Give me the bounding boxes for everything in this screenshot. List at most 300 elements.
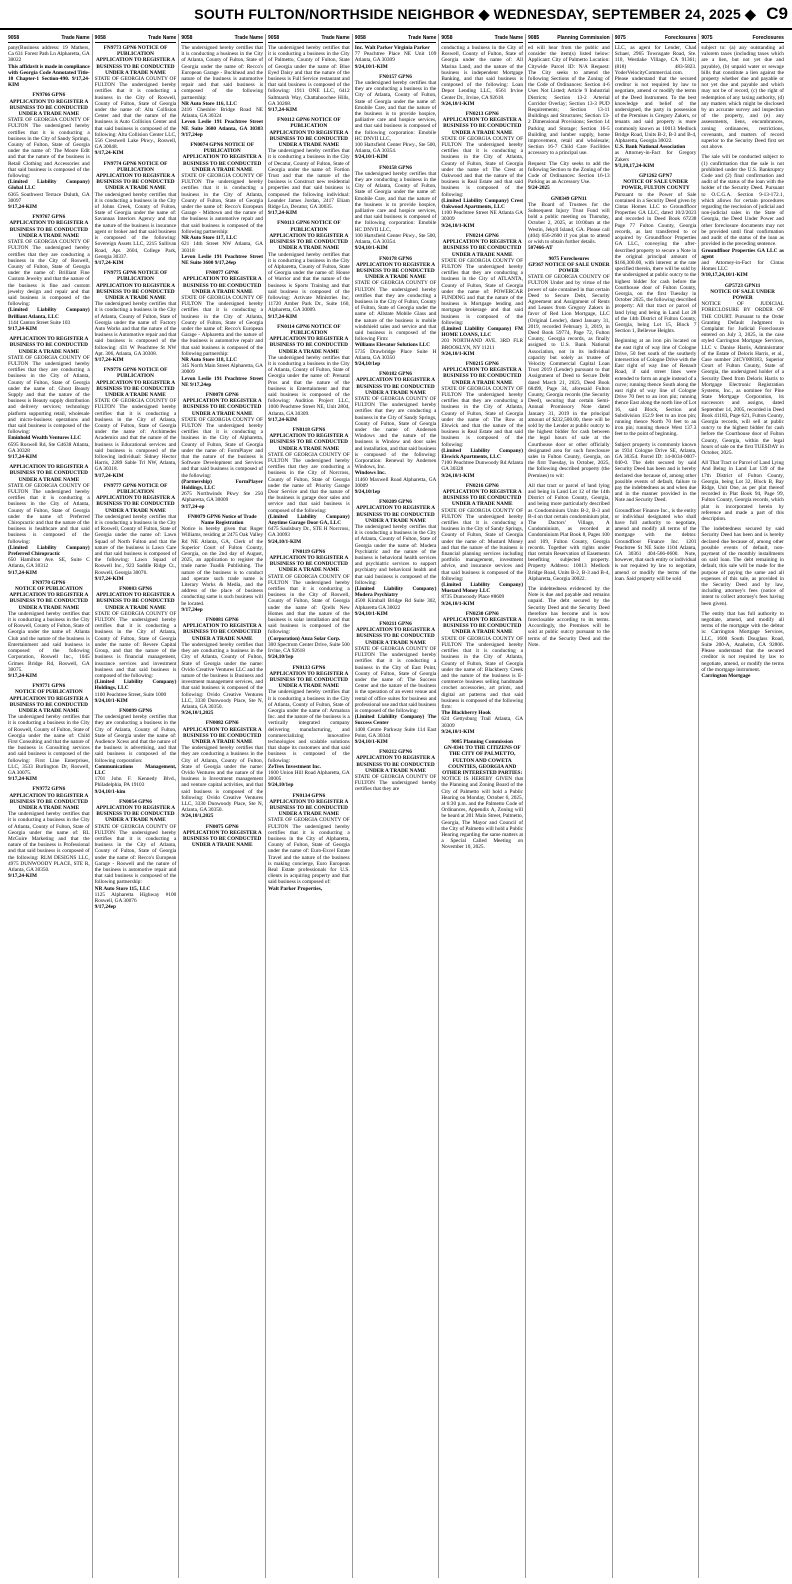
legal-notice xyxy=(528,256,610,479)
classified-column xyxy=(353,34,440,1578)
notice-footer: 9/24,10/1-KIM xyxy=(441,600,475,607)
notice-heading: APPLICATION TO REGISTER A BUSINESS TO BE CONDUCTED UNDER A TRADE NAME xyxy=(95,804,176,824)
legal-notice xyxy=(355,749,437,792)
notice-body: STATE OF GEORGIA COUNTY OF FULTON The undersigned hereby certifies that they are conducting a business in the City of Fulton, County of Fulton, State of Georgia under the name of: Allstate Mobile Glass and the nature of the business is mobile windshield sales and service and that said business is composed of the following Firm: xyxy=(354,280,437,343)
notice-footer: Levon Leslie 191 Peachtree Street NE 9/17,24ep xyxy=(181,375,264,388)
notice-body: STATE OF GEORGIA COUNTY OF FULTON The undersigned hereby certifies that they are conducting a business in the City of Roswell, County of Fulton, State of Georgia under the name of: Brilliant Fine Custom Jewelry and that the nature of the business is fine and custom jewelry design and repair and that said business is composed of the following: xyxy=(8,239,90,308)
notice-party-name: The Blackberry Hook xyxy=(441,710,491,717)
column-header xyxy=(528,34,610,43)
notice-heading: NOTICE OF PUBLICATION APPLICATION TO REGISTER A BUSINESS TO BE CONDUCTED UNDER A TRADE NAME xyxy=(9,689,89,714)
notice-footer: 9/24,10/1-KIM xyxy=(354,245,388,252)
notice-party-name: Inc. Walt Parker Virginia Parker xyxy=(354,45,430,51)
notice-address: 6595 Roswell Rd, Ste G4638 Atlanta, GA 30328 xyxy=(8,441,90,454)
notice-id: FN9773 GPN6 NOTICE OF PUBLICATION xyxy=(103,45,168,58)
column-code: 9058 xyxy=(354,35,366,41)
legal-notice xyxy=(441,483,523,607)
notice-body: The undersigned hereby certifies that they are conducting a business in the City of Atlanta, County of Fulton, State of Georgia under the name of: Audience Xcess and that the nature of the business is advertising, and that said business is composed of the following corporation: xyxy=(94,714,177,764)
notice-address: 6475 Saulsbury Dr., STE H Norcross, GA 30093 xyxy=(268,526,350,539)
column-code: 9058 xyxy=(268,35,280,41)
legal-notice xyxy=(701,45,784,150)
notice-address: 6365 Southwest Terrace Duluth, GA 30097 xyxy=(8,191,90,204)
notice-id: FN9771 GPN6 xyxy=(32,683,66,690)
legal-notice xyxy=(268,45,350,113)
legal-notice xyxy=(355,371,437,495)
notice-party-name: (Limited Liability Company) Mustard Money LLC xyxy=(441,582,524,595)
legal-notice xyxy=(701,611,784,679)
masthead xyxy=(0,0,792,30)
column-code: 9058 xyxy=(181,35,193,41)
legal-notice xyxy=(441,111,523,229)
notice-body: The undersigned hereby certifies that it is conducting a business in the City of Atlanta, County of Fulton, State of Georgia under the name of: Recco's European Garage - Buckhead and the nature of the business is automotive repair and that said business is composed of the following partnership: xyxy=(181,45,264,101)
notice-id: FN0054 GPN6 xyxy=(119,798,152,805)
notice-heading: APPLICATION TO REGISTER A BUSINESS TO BE CONDUCTED UNDER A TRADE NAME xyxy=(95,495,176,514)
notice-party-name: (Limited Liability Company) The Success Center xyxy=(354,714,437,727)
notice-party-name: Windows Inc. xyxy=(354,470,386,477)
legal-notice xyxy=(95,708,177,795)
classified-columns xyxy=(6,34,786,1578)
legal-notice xyxy=(355,256,437,368)
notice-body: Pursuant to the Power of Sale contained in a Security Deed given by Cintas Homes LLC to Groundfloor Properties GA LLC, dated 10/2/2023 and recorded in Deed Book 67238 Page 77 Fulton County, Georgia records, as last transferred to or acquired by Groundfloor Properties GA LLC, conveying the after-described property to secure a Note in the original principal amount of $166,300.00, with interest at the rate specified therein, there will be sold by the undersigned at public outcry to the highest bidder for cash before the Courthouse door of Fulton County, Georgia, on the first Tuesday in October 2025, the following described property: All that tract or parcel of land lying and being in Land Lot 28 of the 14th District of Fulton County, Georgia, being Lot 15, Block 7 Section 1, Bellevue Heights. xyxy=(614,191,697,335)
notice-address: 100 Hartsfield Center Pkwy., Ste 500, Atlanta, GA 30354. xyxy=(354,232,437,246)
notice-id: FN0134 GPN6 xyxy=(292,792,326,799)
notice-id: FN0209 GPN6 xyxy=(379,499,412,506)
notice-heading: GP367 NOTICE OF SALE UNDER POWER xyxy=(528,261,610,274)
legal-notice xyxy=(268,793,350,892)
column-header xyxy=(181,34,263,43)
column-label: Foreclosures xyxy=(752,35,784,41)
notice-footer: 9/24,10/1ep xyxy=(268,654,294,661)
notice-footer: 9/17,24-KIM xyxy=(268,416,297,423)
notice-party-name: (Limited Liability Company) Anytime Garage Door GA, LLC xyxy=(268,513,350,527)
notice-body: The undersigned hereby certifies that it is conducting a business in the City of Atlanta, County of Fulton, State of Georgia under the name of: Factory Auto Works and that the nature of the business is Automotive repair and that said business is composed of the following: 431 W Peachtree St NW Apt. 306, Atlanta, GA 30308. xyxy=(94,301,177,357)
notice-id: FN0112 GPN6 NOTICE OF PUBLICATION xyxy=(277,117,341,130)
notice-body: Request: The City seeks to add the following Section to the Zoning of the Code of Ordinances: Section 16-13 Parking as an Accessory Use. xyxy=(528,160,610,186)
column-label: Planning Commission xyxy=(557,35,610,41)
notice-body: Groundfloor Finance Inc., is the entity or individual designated who shall have full authority to negotiate, amend and modify all terms of the mortgage with the debtor. Groundfloor Finance Inc. 1201 Peachtree St NE Suite 1104 Atlanta, GA 30361 404-566-0600. Note, however, that such entity or individual is not required by law to negotiate, amend or modify the terms of the loan. Said property will be sold xyxy=(614,507,697,582)
notice-heading: APPLICATION TO REGISTER A BUSINESS TO BE CONDUCTED UNDER A TRADE NAME xyxy=(182,623,262,642)
notice-address: 1100 Peachtree Street, Suite 1000 xyxy=(94,691,167,698)
notice-body: LLC, as agent for Lender, Chad Schaer, 2965 Townsgate Road, Ste. 110, Westlake Village, CA 91361; (818) 483-5823. YoderVelocityCommercial.com. Please understand that the secured creditor is not required by law to negotiate, amend or modify the terms of the Deed Instrument. To the best knowledge and belief of the undersigned, the party in possession of the Premises is Gregory Zakers, or tenants and said property is more commonly known as 10013 Medlock Bridge Road, Units B-2, B-3 and B-4, Alpharetta, Georgia 30022. xyxy=(614,45,697,145)
notice-heading: APPLICATION TO REGISTER A BUSINESS TO BE CONDUCTED UNDER A TRADE NAME xyxy=(9,792,89,811)
notice-body: STATE OF GEORGIA COUNTY OF FULTON Under and by virtue of the power of sale contained in that certain Deed to Secure Debt, Security Agreement and Assignment of Rents and Leases from Gregory Zakers in favor of Red Lion Mortgage, LLC (Original Lender), dated January 31, 2019, recorded February 3, 2019, in Deed Book 59774, Page 72, Fulton County, Georgia records, as finally assigned to U.S. Bank National Association, not in its individual capacity but solely as trustee of Velocity Commercial Capital Loan Trust 2019 (Lender) pursuant to that Assignment of Deed to Secure Debt dated March 21, 2023, Deed Book 68499, Page 34, aforesaid Fulton County, Georgia records (the Security Deed), securing that certain Semi-Annual Promissory Note dated January 31, 2019 in the principal amount of $232,500.00, there will be sold by the Lender at public outcry to the highest bidder for cash between the legal hours of sale at the Courthouse door or other officially designated area for such foreclosure sales in Fulton County, Georgia, on the first Tuesday, in October, 2025, the following described property (the Premises) to wit: xyxy=(528,274,610,479)
notice-id: FN9770 GPN6 xyxy=(32,579,66,586)
column-header xyxy=(441,34,523,43)
notice-address: 8735 Dunwoody Place #8609 xyxy=(441,594,505,601)
notice-footer: 9/24,10/1-KIM xyxy=(441,728,475,735)
notice-body: NOTICE OF JUDICIAL FORECLOSURE BY ORDER OF THE COURT. Pursuant to the Order Granting Default Judgment in Complaint for Judicial Foreclosure entered on July 3, 2025, in the case styled Carrington Mortgage Services, LLC v. Danise Harris, Administrator of the Estate of Deloris Harris, et al., Case number 24CV008183, Superior Court of Fulton County, State of Georgia, the undersigned holder of a Security Deed from Deloris Harris to Mortgage Electronic Registration Systems, Inc., as nominee for Pine State Mortgage Corporation, its successors and assigns, dated September 14, 2005, recorded in Deed Book 41183, Page 621, Fulton County, Georgia records, will sell at public outcry to the highest bidder for cash before the Courthouse door of Fulton County, Georgia, within the legal hours of sale on the first TUESDAY in October, 2025. xyxy=(701,301,784,456)
notice-id: FN0133 GPN6 xyxy=(292,664,326,671)
notice-footer: 9/24,10/1,2025 xyxy=(181,710,214,717)
legal-notice xyxy=(8,464,90,576)
notice-heading: APPLICATION TO REGISTER A BUSINESS TO BE CONDUCTED UNDER A TRADE NAME xyxy=(95,592,176,611)
legal-notice xyxy=(8,336,90,460)
notice-body: The undersigned hereby certifies that they are conducting a business in the City of Atlanta, County of Fulton, State of Georgia under the name of: Emobile Care, and that the nature of the business is to provide hospice, palliative care and hospice services, and that said business is composed of the following corporation: Emobile HC DNVII LLC, xyxy=(354,80,437,142)
notice-footer: 9/17,24-KIM xyxy=(8,873,37,880)
notice-footer: 9/17,24-KIM xyxy=(8,325,37,332)
notice-party-name: NR Auto Store 116, LLC xyxy=(181,100,238,107)
notice-body: STATE OF GEORGIA COUNTY OF FULTON The undersigned hereby certifies that it is conducting a business in the City of Atlanta, County of Fulton, State of Georgia under the name of: Archimedes Academics and that the nature of the business is Educational services and said business is composed of the following individual: Sidney Hector Harris, 2289 Sable Trl NW, Atlanta, GA 30318. xyxy=(94,398,177,473)
notice-body: The undersigned hereby certifies that they are conducting a business in the City of Atlanta, County of Fulton, State of Georgia under the name of: Emobile Care, and that the nature of the business is to provide hospice, palliative care and hospice services, and that said business is composed of the following corporation: Emobile HC DNVII LLC, xyxy=(354,170,437,233)
notice-body: STATE OF GEORGIA COUNTY OF FULTON The undersigned hereby certifies that they are conducting a business in the City of Sandy Springs, County of Fulton, State of Georgia under the name of: Andersen Windows and the nature of the business is Window and door sales and installation, and that said business is composed of the following: Corporation: Renewal by Andersen Windows, Inc. xyxy=(354,395,437,471)
notice-body: STATE OF GEORGIA COUNTY OF FULTON The undersigned hereby certifies that it is conducting a business in the City of Roswell, County of Fulton, State of Georgia under the name of: Qcells New Homes and that the nature of the business is solar installation and that said business is composed of the following: xyxy=(268,573,350,636)
notice-footer: Levon Leslie 191 Peachtree Street NE Suite 3600 9/17,24ep xyxy=(181,253,264,266)
classified-column xyxy=(6,34,93,1578)
legal-notice xyxy=(355,499,437,617)
legal-notice xyxy=(701,283,784,457)
notice-footer: This affidavit is made in compliance with Georgia Code Annotated Title-10 Chapter-1 Section-490. 9/17,24-KIM xyxy=(8,63,90,89)
notice-address: 1125 Alpharetta Highway #100 Roswell, GA 30076 xyxy=(94,891,177,905)
notice-heading: APPLICATION TO REGISTER A BUSINESS TO BE CONDUCTED UNDER A TRADE NAME xyxy=(442,239,522,258)
notice-heading: APPLICATION TO REGISTER A BUSINESS TO BE CONDUCTED UNDER A TRADE NAME xyxy=(182,829,262,849)
notice-address: 4500 Kimball Bridge Rd Suite 302, Alpharetta GA 30022 xyxy=(354,598,437,611)
notice-heading: APPLICATION TO REGISTER A BUSINESS TO BE CONDUCTED UNDER A TRADE NAME xyxy=(269,670,349,690)
notice-id: FN0182 GPN6 xyxy=(379,371,412,378)
notice-party-name: U.S. Bank National Association xyxy=(614,144,686,151)
legal-notice xyxy=(615,442,697,504)
notice-footer: 9/24,10/1-KIM xyxy=(441,222,475,229)
notice-party-name: (Partnership) FormPlayer Holdings, LLC xyxy=(181,478,264,492)
classified-column xyxy=(526,34,613,1578)
notice-body: The undersigned hereby certifies that they are conducting a business in the City of Atlanta, County of Fulton, State of Georgia under the name: Ovido Creative Ventures LLC and the nature of the business is Business and investment management services, and that said business is composed of the following: Ovido Creative Ventures LLC, 3330 Dunwoody Place, Ste N, Atlanta, GA 30350. xyxy=(181,641,264,710)
legal-notice xyxy=(181,270,263,388)
notice-address: 1701 John F. Kennedy Blvd., Philadelphia, PA 19103 xyxy=(94,776,177,789)
notice-id: FN9772 GPN6 xyxy=(32,786,66,793)
notice-party-name: Communications Management, LLC xyxy=(94,763,177,776)
legal-notice xyxy=(268,324,350,423)
notice-address: 1400 Centre Parkway Suite 114 East Point, GA 30344 xyxy=(354,726,437,739)
legal-notice xyxy=(441,233,523,357)
legal-notice xyxy=(95,45,177,157)
notice-id: GP5723 GPN11 xyxy=(724,282,761,289)
notice-body: The undersigned hereby certifies that it is conducting a business in the City of Roswell, County of Fulton, State of Georgia under the name of: Atlanta Club and the nature of the business is Entertainment and said business is composed of the following Corporation, Roswell Inc., 1045 Grimes Bridge Rd, Roswell, GA 30075. xyxy=(8,610,90,673)
notice-address: 2675 Northwinds Pkwy Ste 250 Alpharetta, GA 30009 xyxy=(181,491,264,504)
notice-heading: NOTICE OF SALE UNDER POWER, FULTON COUNTY xyxy=(621,179,690,192)
notice-footer: 9/24,10/1-KIM xyxy=(268,538,302,545)
notice-footer: 9/17,24-KIM xyxy=(8,569,37,576)
notice-address: 624 Gettysburg Trail Atlanta, GA 30309 xyxy=(441,716,524,729)
legal-notice xyxy=(268,665,350,789)
notice-id: FN0213 GPN6 xyxy=(465,111,499,118)
legal-notice xyxy=(355,45,437,70)
column-code: 9058 xyxy=(8,35,20,41)
notice-heading: APPLICATION TO REGISTER A BUSINESS TO BE CONDUCTED UNDER A TRADE NAME xyxy=(269,129,349,149)
notice-id: FN0178 GPN6 xyxy=(379,255,412,262)
notice-footer: 9/24-2025 xyxy=(528,185,550,192)
notice-party-name: (Corporation) Anza Solar Corp. xyxy=(268,635,341,642)
notice-party-name: (Limited Liability Company) Holdings, LLC xyxy=(94,679,177,692)
classified-column xyxy=(613,34,700,1578)
column-label: Trade Name xyxy=(321,35,350,41)
notice-footer: 9/24,10/1-KIM xyxy=(354,63,388,70)
notice-address: 345 North Main Street Alpharetta, GA 30009 xyxy=(181,363,264,376)
column-label: Trade Name xyxy=(408,35,437,41)
notice-body: STATE OF GEORGIA COUNTY OF FULTON The undersigned hereby certifies that they are conducting a business in the City of ATLANTA, County of Fulton, State of Georgia under the name of: POWERCAR FUNDING and that the nature of the business is Mortgage lending and mortgage brokerage and that said business is composed of the following: xyxy=(441,257,524,326)
notice-body: Notice is hereby given that Roger Williams, residing at 2475 Oak Valley Rd NE Atlanta, GA, Clerk of the Superior Court of Fulton County, Georgia, on the 2nd day of August, 2025, an application to register the trade name Toadik Publishing. The nature of the business is to conduct and operate such trade name is Literary Works & Media, and the address of the place of business conducting same is such business will be located. xyxy=(181,526,264,607)
notice-address: as Attorney-in-Fact for Gregory Zakers xyxy=(614,150,697,163)
notice-id: GN8349 GPN11 xyxy=(550,195,587,202)
notice-footer: Levon Leslie 191 Peachtree Street NE Suite 3600 Atlanta, GA 30303 9/17,24ep xyxy=(181,119,264,138)
notice-id: FN0099 GPN6 xyxy=(119,707,152,714)
notice-id: FN9774 GPN6 NOTICE OF PUBLICATION xyxy=(103,160,168,173)
notice-id: 9075 Foreclosures xyxy=(548,255,590,262)
notice-footer: 9/24,10/1-KIM xyxy=(441,100,475,107)
notice-address: 5735 Drawbridge Place Suite H Atlanta, GA 30350 xyxy=(354,348,437,361)
notice-footer: 9/24,10/1ep xyxy=(354,360,381,367)
notice-heading: APPLICATION TO REGISTER A BUSINESS TO BE CONDUCTED UNDER A TRADE NAME xyxy=(182,398,262,417)
notice-heading: APPLICATION TO REGISTER A BUSINESS TO BE CONDUCTED UNDER A TRADE NAME xyxy=(182,154,262,173)
notice-body: pany(Business address: 19 Mathers, Ca 631 Forest Path Ln Alpharetta, GA 30022 xyxy=(8,45,90,64)
classified-column xyxy=(439,34,526,1578)
notice-heading: APPLICATION TO REGISTER A BUSINESS TO BE CONDUCTED UNDER A TRADE NAME xyxy=(442,367,522,386)
legal-notice xyxy=(701,460,784,522)
notice-footer: 9/17,24-KIM xyxy=(94,259,124,266)
notice-party-name: (Limited Liability Company) Brilliant Atlanta, LLC xyxy=(8,307,90,320)
notice-address: 650 Hamilton Ave. SE, Suite C Atlanta, GA 30312 xyxy=(8,557,90,570)
notice-id: FN0158 GPN6 xyxy=(379,164,412,171)
notice-body: ed will hear from the public and consider the item(s) listed below: Applicant: City of Palmetto Location: Citywide Parcel ID: N/A Request: The City seeks to amend the following Sections of the Zoning of the Code of Ordinances: Section 4-6 Uses Not Listed; Article 9 Industrial Districts; Section 13-2 Arterial Corridor Overlay; Section 13-3 PUD Requirements; Section 13-11 Buildings and Structures; Section 13-2 Dimensional Provisions; Section 14 Parking and Storage; Section 16-5 Building and lumber supply, home improvement, retail and wholesale; Section 16-7 Child Care Facilities accessory to a principal use. xyxy=(528,45,610,157)
column-header xyxy=(95,34,177,43)
notice-footer: 9/17,24-KIM xyxy=(94,356,124,363)
legal-notice xyxy=(181,142,263,266)
column-header xyxy=(355,34,437,43)
classified-column xyxy=(266,34,353,1578)
notice-footer: 9/24,10/1-KIM xyxy=(441,472,475,479)
notice-party-name: NR Auto Store 118, LLC xyxy=(181,356,238,363)
notice-heading: APPLICATION TO REGISTER A BUSINESS TO BE CONDUCTED UNDER A TRADE NAME xyxy=(356,755,436,774)
notice-body: All That Tract or Parcel of Land Lying And Being in Land Lot 139 of the 17th District of Fulton County, Georgia, being Lot 32, Block B, Bay Ridge, Unit One, as per plat thereof recorded in Plat Book 94, Page 99, Fulton County, Georgia records, which plat is incorporated herein by reference and made a part of this description. xyxy=(701,460,784,523)
notice-id: FN0077 GPN6 xyxy=(205,270,239,277)
notice-body: The sale will be conducted subject to (1) confirmation that the sale is not prohibited under the U.S. Bankruptcy Code and (2) final confirmation and audit of the status of the loan with the holder of the Security Deed. Pursuant to O.C.G.A. Section 9-13-172.1, which allows for certain procedures regarding the rescission of judicial and non-judicial sales in the State of Georgia, the Deed Under Power and other foreclosure documents may not be provided until final confirmation and audit of the status of the loan as provided in the preceding sentence. xyxy=(701,154,784,248)
notice-id: FN0215 GPN6 xyxy=(465,360,499,367)
legal-notice xyxy=(615,45,697,169)
masthead-title: SOUTH FULTON/NORTHSIDE NEIGHBOR ◆ WEDNESDAY, SEPTEMBER 24, 2025 ◆ xyxy=(194,6,756,22)
column-label: Trade Name xyxy=(234,35,264,41)
legal-notice xyxy=(8,786,90,879)
notice-id: FN9767 GPN6 xyxy=(32,214,66,221)
notice-party-name: Williams Elevator Solutions LLC xyxy=(354,342,430,349)
notice-heading: APPLICATION TO REGISTER A BUSINESS TO BE CONDUCTED UNDER A TRADE NAME xyxy=(269,336,349,355)
notice-body: All that tract or parcel of land lying and being in Land Lot 12 of the 14th District of Fulton County, Georgia, and being more particularly described as Condominium Units B-2, B-3 and B-4 on that certain condominium plat, The Dactors' Village, A Condominium, as recorded at Condominium Plat Book 8, Pages 100 and 109, Fulton County, Georgia records. Together with rights under that certain Reservation of Easements benefiting subjected property. Property Address: 10013 Medlock Bridge Road, Units B-2, B-3 and B-4, Alpharetta, Georgia 30022. xyxy=(528,482,610,582)
column-code: 9058 xyxy=(441,35,453,41)
legal-notice xyxy=(441,45,523,107)
legal-notice xyxy=(441,361,523,479)
notice-heading: APPLICATION TO REGISTER A BUSINESS TO BE CONDUCTED UNDER A TRADE NAME xyxy=(269,232,349,252)
notice-body: The undersigned hereby certifies that it is conducting a business in the City of Alpharetta, County of Fulton, State of Georgia under the name of: House of Warrior and that the nature of the business is Sports Training and that said business is composed of the following: Activate Ministries Inc, 11720 Amber Park Dr., Suite 160, Alpharetta, GA 30009. xyxy=(268,251,350,314)
legal-notice xyxy=(268,220,350,319)
notice-party-name: (Limited Liability Company) FM HOME LOANS, LLC xyxy=(441,325,524,339)
notice-id: FN0230 GPN6 xyxy=(465,610,499,617)
legal-notice xyxy=(95,367,177,479)
page-number: C9 xyxy=(766,4,788,23)
notice-body: STATE OF GEORGIA COUNTY OF FULTON The undersigned hereby certifies that it is conducting a business in the City of Atlanta, County of Fulton, State of Georgia under the name of: Blackberry Creek and the nature of the business is E-commerce business selling handmade crochet accessories, art prints, and digital art patterns and that said business is composed of the following firm: xyxy=(441,635,524,710)
notice-id: FN0082 GPN6 xyxy=(205,720,239,727)
notice-body: The Board of Trustees for the Subsequent Injury Trust Fund will hold a public meeting on Thursday, October 2, 2025, at 10:00am at the Westin, Jekyll Island, GA. Please call (404) 656-2600 if you plan to attend or wish to obtain further details. xyxy=(528,201,610,246)
column-code: 9058 xyxy=(94,35,106,41)
notice-body: STATE OF GEORGIA COUNTY OF FULTON The undersigned hereby certifies that it is conducting a business in the City of Alpharetta, County of Fulton, State of Georgia under the name of: FormPlayer and that the nature of the business is Software Development and Services and that said business is composed of the following: xyxy=(181,416,264,479)
notice-party-name: NR Auto Store 115, LLC xyxy=(94,885,151,892)
legal-notice xyxy=(355,165,437,252)
notice-address: 1600 Union Hill Road Alpharetta, GA 30005 xyxy=(268,769,350,783)
legal-notice xyxy=(8,45,90,88)
classified-column xyxy=(179,34,266,1578)
column-label: Trade Name xyxy=(494,35,524,41)
notice-id: FN0118 GPN6 xyxy=(292,426,326,433)
notice-body: STATE OF GEORGIA COUNTY OF FULTON The undersigned hereby certifies that they are conducting a business in the City of Norcross, County of Fulton, State of Georgia under the name of: Priority Garage Door Service and that the nature of the business is garage door sales and service and that said business is composed of the following: xyxy=(268,451,350,514)
legal-notice xyxy=(701,526,784,607)
notice-id: FN0074 GPN6 NOTICE OF PUBLICATION xyxy=(190,142,255,155)
notice-party-name: NR Auto Store 117, LLC xyxy=(181,235,238,242)
notice-address: 77 Peachtree Place NE Unit 109 Atlanta, GA 30309 xyxy=(354,51,437,64)
legal-notice xyxy=(441,611,523,735)
legal-notice xyxy=(95,161,177,266)
notice-body: The undersigned hereby certifies that it is conducting a business in the City of Atlanta, County of Fulton, State of Georgia under the name of: RL McGuire Marketing and that the nature of the business is Professional and that said business is composed of the following: RLM DESIGNS LLC, 4975 DUNWOODY PLACE, STE R, Atlanta, GA 30350. xyxy=(8,811,90,873)
notice-footer: 9/17,24-KIM xyxy=(94,575,124,582)
notice-party-name: Eminhold Wealth Ventures LLC xyxy=(8,435,82,442)
notice-footer: 9/24,10/1-KIM xyxy=(354,610,388,617)
legal-notice xyxy=(268,117,350,216)
notice-body: The undersigned hereby certifies that it is conducting a business in the City of Atlanta, County of Fulton, State of Georgia under the name of: Armatura Inc. and the nature of the business is a vertically integrated company delivering manufacturing, and commercializing innovative technologies and scalable solutions that shape its customers and that said business is composed of the following: xyxy=(268,689,350,764)
notice-footer: 9/17,24-KIM xyxy=(268,313,297,320)
notice-footer: 9/17,24-KIM xyxy=(8,776,37,783)
notice-heading: APPLICATION TO REGISTER A BUSINESS TO BE CONDUCTED UNDER A TRADE NAME xyxy=(9,336,89,355)
notice-footer: 9/24,10/1-KIM xyxy=(354,738,388,745)
notice-id: FN0119 GPN6 xyxy=(292,548,326,555)
notice-party-name: (Limited Liability Company) Crest Oakwood Apartments, LLC xyxy=(441,197,524,211)
notice-footer: Carrington Mortgage xyxy=(701,672,751,679)
notice-heading: APPLICATION TO REGISTER A BUSINESS TO BE CONDUCTED UNDER A TRADE NAME xyxy=(442,117,522,136)
notice-body: STATE OF GEORGIA COUNTY OF FULTON The undersigned hereby certifies that it is conducting a business in the City of East Point, County of Fulton, State of Georgia under the name of: The Success Center and the nature of the business is the operation of an event venue and rental of office suites for business and professional use and that said business is composed of the following: xyxy=(354,645,437,714)
notice-footer: 9/17,24-KIM xyxy=(268,210,297,217)
notice-heading: APPLICATION TO REGISTER A BUSINESS TO BE CONDUCTED UNDER A TRADE NAME xyxy=(356,627,436,646)
legal-notice xyxy=(181,720,263,819)
notice-heading: APPLICATION TO REGISTER A BUSINESS TO BE CONDUCTED UNDER A TRADE NAME xyxy=(356,377,436,396)
notice-id: GP1262 GPN7 xyxy=(638,173,673,180)
column-label: Foreclosures xyxy=(664,35,697,41)
notice-footer: 9/17,24-KIM xyxy=(8,672,37,679)
notice-heading: GN-8341 TO THE CITIZENS OF THE CITY OF PALMETTO, FULTON AND COWETA COUNTIES, GEORGIA AND OTHER INTERESTED PARTIES: xyxy=(442,745,523,776)
notice-footer: 9/17,24ep xyxy=(94,904,117,911)
legal-notice xyxy=(95,270,177,363)
notice-footer: 9/17,24ep xyxy=(181,606,203,613)
notice-heading: NOTICE OF SALE UNDER POWER xyxy=(710,288,775,301)
notice-body: STATE OF GEORGIA COUNTY OF FULTON The undersigned hereby certifies that it is conducting a business in the City of Atlanta, County of Fulton, State of Georgia under the name of: Recco's European Garage - Midtown and the nature of the business is automotive repair and that said business is composed of the following partnership: xyxy=(181,173,264,235)
notice-heading: APPLICATION TO REGISTER A BUSINESS TO BE CONDUCTED UNDER A TRADE NAME xyxy=(182,726,262,745)
notice-footer: 9/24,10/1,2025 xyxy=(181,813,214,820)
notice-id: FN0083 GPN6 xyxy=(119,586,152,593)
notice-body: The undersigned hereby certifies that it is conducting a business in the City of Roswell, County of Fulton, State of Georgia under the name of: Child First Consulting and that the nature of the business is Consulting services and said business is composed of the following: First Line Enterprises, LLC, 3533 Burlington Dr, Roswell, GA 30075. xyxy=(8,714,90,776)
notice-heading: APPLICATION TO REGISTER A BUSINESS TO BE CONDUCTED UNDER A TRADE NAME xyxy=(9,220,89,239)
legal-notice xyxy=(528,45,610,157)
legal-notice xyxy=(181,392,263,510)
notice-address: 1144 Canton Street Suite 103 xyxy=(8,319,71,326)
notice-address: 621 14th Street NW Atlanta, GA 30318 xyxy=(181,241,264,254)
notice-footer: 9/10,17,24,10/1-KIM xyxy=(701,272,748,279)
notice-address: 2416 Cheshire Bridge Road NE Atlanta, GA 30324 xyxy=(181,107,264,120)
notice-footer: 9/24,10/1-KIM xyxy=(94,697,128,704)
notice-heading: APPLICATION TO REGISTER A BUSINESS TO BE CONDUCTED UNDER A TRADE NAME xyxy=(182,276,262,295)
column-header xyxy=(268,34,350,43)
notice-id: FN0157 GPN6 xyxy=(379,73,412,80)
notice-id: FN9776 GPN6 NOTICE OF PUBLICATION xyxy=(103,367,168,380)
notice-footer: 9/3,10,17,24-KIM xyxy=(614,162,655,169)
notice-party-name: (Limited Liability Company) Preferred Chiropractic xyxy=(8,544,90,558)
notice-body: STATE OF GEORGIA COUNTY OF FULTON The undersigned hereby certifies that it is conducting a business in the City of Atlanta, County of Fulton, State of Georgia under the name of: The Crest at Oakwood and that the nature of the business is Real Estate and that said business is composed of the following: xyxy=(441,135,524,198)
notice-body: STATE OF GEORGIA COUNTY OF FULTON The undersigned hereby certifies that it is conducting a business in the City of Sandy Springs, County of Fulton, State of Georgia under the name of: The Moore Edit and that the nature of the business is Retail Clothing and Accessories and that said business is composed of the following: xyxy=(8,117,90,180)
legal-notice xyxy=(615,338,697,437)
notice-body: The undersigned hereby certifies that they are conducting a business in the City of Atlanta, County of Fulton, State of Georgia under the name: Ovido Ventures and the nature of the business is Investment management and venture capital activities, and that said business is composed of the following: Ovido Creative Ventures LLC, 3330 Dunwoody Place, Ste N, Atlanta, GA 30350. xyxy=(181,745,264,814)
notice-footer: 9/17,24-ep xyxy=(181,503,205,510)
notice-body: The undersigned hereby certifies that it is conducting a business in the City of Johns Creek, County of Fulton, State of Georgia under the name of: Savannas Interiors Agency and that the nature of the business is insurance agent or broker and that said business is composed of the following: Sovereign Assets LLC, 2215 Sullivan Road, Apt. 2604, College Park, Georgia 30337. xyxy=(94,191,177,260)
legal-notice xyxy=(355,74,437,161)
notice-id: FN9766 GPN6 xyxy=(32,92,66,99)
notice-heading: APPLICATION TO REGISTER A BUSINESS TO BE CONDUCTED UNDER A TRADE NAME xyxy=(9,98,89,118)
notice-body: STATE OF GEORGIA COUNTY OF FULTON The undersigned hereby certifies that it is conducting a business in the City of Sandy Springs, County of Fulton, State of Georgia under the name of: Mustard Money and that the nature of the business is financial planning services including portfolio management, investment advice, and insurance services and that said business is composed of the following: xyxy=(441,507,524,582)
legal-notice xyxy=(268,427,350,545)
legal-notice xyxy=(95,586,177,704)
notice-party-name: ZeTrex Investment Inc. xyxy=(268,763,321,770)
notice-footer: 9/17,24-KIM xyxy=(268,107,297,114)
legal-notice xyxy=(268,549,350,661)
notice-heading: APPLICATION TO REGISTER A BUSINESS TO BE CONDUCTED UNDER A TRADE NAME xyxy=(356,261,436,281)
notice-footer: 9/24,10/1-kim xyxy=(94,788,126,795)
notice-heading: APPLICATION TO REGISTER A BUSINESS TO BE CONDUCTED UNDER A TRADE NAME xyxy=(356,505,436,524)
notice-body: The indebtedness secured by said Security Deed has been and is hereby declared due because of, among other possible events of default, non-payment of the monthly installments on said loan. The debt remaining in default, this sale will be made for the purpose of paying the same and all expenses of this sale, as provided in the Security Deed and by law, including attorney's fees (notice of intent to collect attorney's fees having been given). xyxy=(701,526,784,607)
notice-body: STATE OF GEORGIA COUNTY OF FULTON The undersigned hereby certifies that they are conducting a business in the City of Atlanta, County of Fulton, State of Georgia under the name of: Ghost Beauty Supply and that the nature of the business is Beauty supply distribution and delivery services; technology platform supporting retail, wholesale and micro-business operations and that said business is composed of the following: xyxy=(8,354,90,436)
legal-notice xyxy=(181,514,263,613)
legal-notice xyxy=(181,45,263,138)
notice-party-name: Walt Parker Properties, xyxy=(268,885,323,892)
notice-footer: 9/17,24-KIM xyxy=(8,204,37,211)
notice-address: 100 Hartsfield Center Pkwy., Ste 500, Atlanta, GA 30354. xyxy=(354,142,437,155)
notice-id: FN0081 GPN6 xyxy=(205,617,239,624)
notice-party-name: (Limited Liability Company) Global LLC xyxy=(8,179,90,192)
notice-body: conducting a business in the City of Roswell, County of Fulton, State of Georgia under the name of: All Marina Land, and the nature of the business is independent Mortgage Banking, and that said business is composed of the following: Loan Depot Lending LLC, 6561 Irvine Center Dr., Irvine, CA 92618. xyxy=(441,45,524,101)
notice-body: Beginning at an iron pin located on the east right of way line of Cologne Drive, 50 feet south of the southerly intersection of Cologne Drive with the East right of way line of Renault Road, if said street lines were extended to form an angle instead of a curve; running thence South along the east right of way line of Cologne Drive 70 feet to an iron pin; running thence East along the north line of Lot 16, said Block, Section and Subdivision 152.9 feet to an iron pin; running thence North 70 feet to an iron pin; running thence West 137.3 feet to the point of beginning. xyxy=(614,338,697,438)
notice-id: FN0212 GPN6 xyxy=(379,749,412,756)
notice-id: FN0216 GPN6 xyxy=(465,482,499,489)
notice-id: 9085 Planning Commission xyxy=(451,738,513,745)
legal-notice xyxy=(8,683,90,782)
legal-notice xyxy=(441,739,523,851)
notice-body: STATE OF GEORGIA COUNTY OF FULTON The undersigned hereby certifies that it is conducting a business in the City of Atlanta, County of Fulton, State of Georgia under the name of: Revere Capital Group, and that the nature of the business is financial management, insurance services and investment business and that said business is composed of the following: xyxy=(94,610,177,679)
classified-column xyxy=(93,34,180,1578)
legal-notice xyxy=(8,214,90,332)
notice-id: FN9775 GPN6 NOTICE OF PUBLICATION xyxy=(103,270,168,283)
notice-party-name: (Limited Liability Company) Elswick Apartments, LLC xyxy=(441,447,524,460)
notice-heading: APPLICATION TO REGISTER A BUSINESS TO BE CONDUCTED UNDER A TRADE NAME xyxy=(95,282,176,301)
notice-footer: 9/24,10/1ep xyxy=(354,489,381,496)
notice-body: STATE OF GEORGIA COUNTY OF FULTON The undersigned hereby certifies that they are conducting a business in the City of Atlanta, County of Fulton, State of Georgia under the name of: The Row at Elswick and that the nature of the business is Real Estate and that said business is composed of the following: xyxy=(441,385,524,448)
legal-notice xyxy=(528,483,610,582)
notice-body: The undersigned hereby certifies that it is conducting a business in the City of Roswell, County of Fulton, State of Georgia under the name of: Lawn Squad of North Fulton and that the nature of the business is Lawn Care and that said business is composed of the following: Lawn Squad of Roswell Inc., 923 Saddle Ridge Ct., Roswell, Georgia 30076. xyxy=(94,513,177,576)
legal-notice xyxy=(528,161,610,192)
column-label: Trade Name xyxy=(147,35,177,41)
notice-party-name: (Limited Liability Company) Modera Psychiatry xyxy=(354,586,437,599)
notice-footer: 507466-AT xyxy=(528,245,553,252)
notice-address: and Attorney-in-Fact for Cintas Homes LLC xyxy=(701,259,784,273)
notice-id: FN0075 GPN6 xyxy=(205,823,239,830)
legal-notice xyxy=(355,621,437,745)
notice-body: The undersigned hereby certifies that it is conducting a business in the City of Decatur, County of Fulton, State of Georgia under the name of: Fortion Trust and that the nature of the business is Construct new residential properties and that said business is composed the following individual: Leander James Jordan, 2417 Eliam Ridge Ln, Decatur, GA 30035. xyxy=(268,148,350,211)
notice-footer: 9/17,24-KIM xyxy=(94,150,124,157)
notice-id: FN0214 GPN6 xyxy=(465,232,499,239)
notice-body: subject to: (a) any outstanding ad valorem taxes (including taxes which are a lien, but not yet due and payable), (b) unpaid water or sewage bills that constitute a lien against the property whether due and payable or not yet due and payable and which may not be of record, (c) the right of redemption of any taxing authority, (d) any matters which might be disclosed by an accurate survey and inspection of the property, and (e) any assessments, liens, encumbrances, zoning ordinances, restrictions, covenants, and matters of record superior to the Security Deed first set out above. xyxy=(701,45,784,151)
notice-id: FN0114 GPN6 NOTICE OF PUBLICATION xyxy=(277,323,341,336)
notice-body: The undersigned hereby certifies that it is conducting a business in the City of Atlanta, County of Fulton, State of Georgia under the name of: Prenatal Pros and that the nature of the business is Entertainment and that said business is composed of the following: Audition Project LLC, 1000 Peachtree Street NE, Unit 2804, Atlanta, GA 30309. xyxy=(268,354,350,417)
legal-notice xyxy=(95,799,177,911)
notice-body: STATE OF GEORGIA COUNTY OF FULTON The undersigned hereby certifies that they are xyxy=(354,773,437,793)
legal-notice xyxy=(701,154,784,278)
